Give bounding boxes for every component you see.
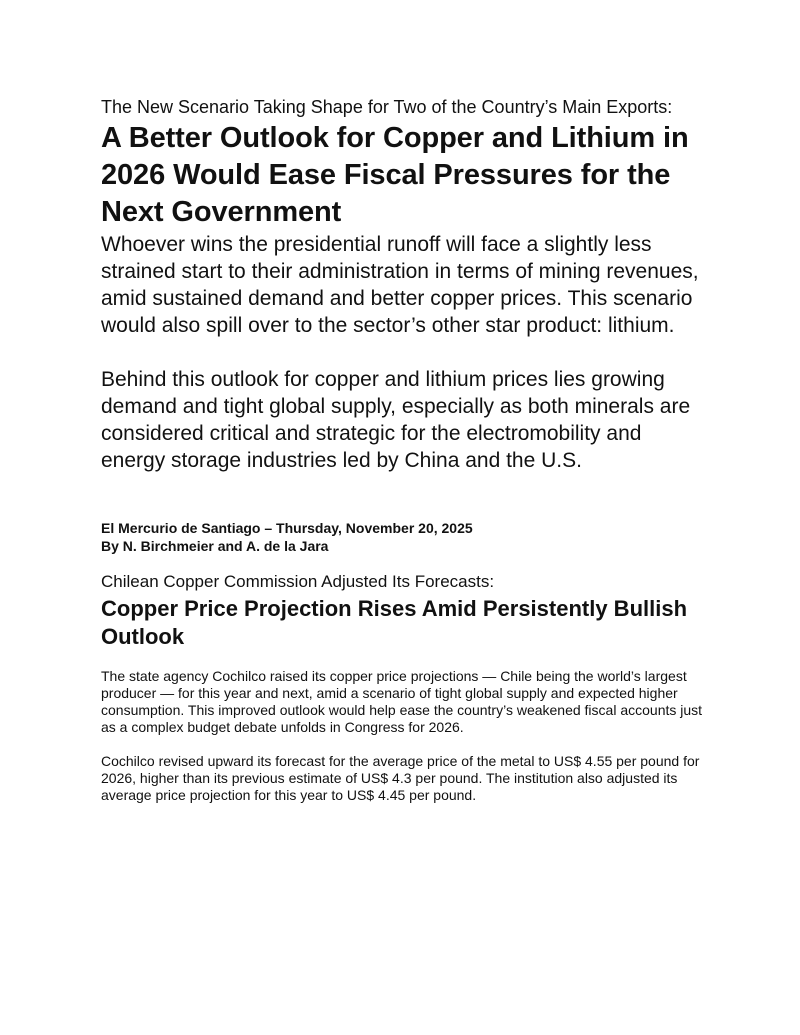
- secondary-kicker: Chilean Copper Commission Adjusted Its Forecasts:: [101, 572, 495, 591]
- article-headline: A Better Outlook for Copper and Lithium in 2026 Would Ease Fiscal Pressures for the Next Government: [101, 122, 689, 228]
- document-page: [101, 96, 711, 804]
- source-line: El Mercurio de Santiago – Thursday, November 20, 2025: [101, 520, 473, 536]
- article-secondary: [101, 571, 711, 804]
- lead-paragraph-2: Behind this outlook for copper and lithium prices lies growing demand and tight global supply, especially as both minerals are considered critical and strategic for the electromobility and energy storage industries led by China and the U.S.: [101, 368, 691, 472]
- byline: [101, 519, 711, 555]
- article-main: [101, 96, 711, 474]
- lead-paragraph-1: Whoever wins the presidential runoff will face a slightly less strained start to their administration in terms of mining revenues, amid sustained demand and better copper prices. This scenario would also spill over to the sector’s other star product: lithium.: [101, 233, 699, 337]
- secondary-headline: Copper Price Projection Rises Amid Persistently Bullish Outlook: [101, 596, 688, 649]
- authors-line: By N. Birchmeier and A. de la Jara: [101, 538, 329, 554]
- article-kicker: The New Scenario Taking Shape for Two of the Country’s Main Exports:: [101, 97, 673, 117]
- body-paragraph-1: The state agency Cochilco raised its copper price projections — Chile being the world’s largest producer — for this year and next, amid a scenario of tight global supply and expected higher consumption. This improved outlook would help ease the country’s weakened fiscal accounts just as a complex budget debate unfolds in Congress for 2026.: [101, 668, 703, 735]
- body-paragraph-2: Cochilco revised upward its forecast for the average price of the metal to US$ 4.55 per pound for 2026, higher than its previous estimate of US$ 4.3 per pound. The institution also adjusted its average price projection for this year to US$ 4.45 per pound.: [101, 753, 700, 803]
